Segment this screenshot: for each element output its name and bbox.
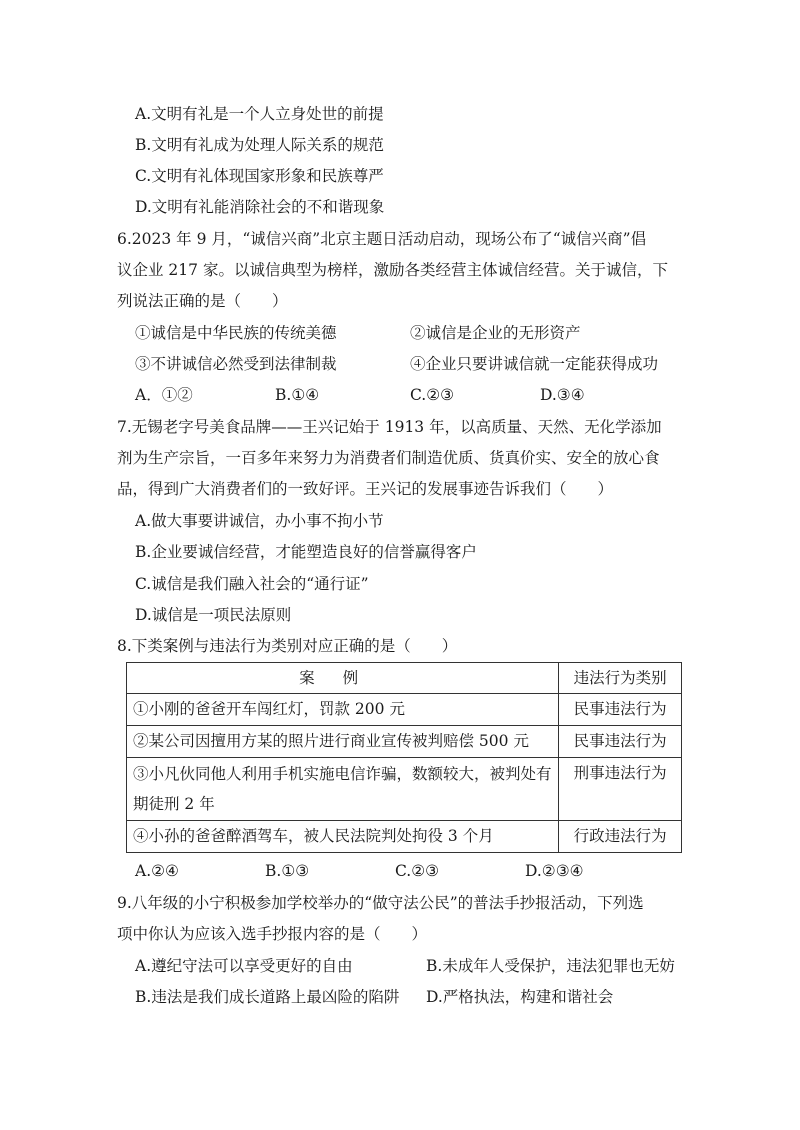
q6-stem-line-3: 列说法正确的是（ ） bbox=[117, 292, 288, 310]
q8-choice-a: A.②④ bbox=[135, 862, 179, 880]
q9-option-3: B.违法是我们成长道路上最凶险的陷阱 bbox=[135, 988, 400, 1006]
q8-choice-d: D.②③④ bbox=[525, 862, 584, 880]
q6-stem-line-2: 议企业 217 家。以诚信典型为榜样，激励各类经营主体诚信经营。关于诚信，下 bbox=[117, 261, 668, 279]
type-cell: 民事违法行为 bbox=[559, 726, 682, 758]
case-cell: ①小刚的爸爸开车闯红灯，罚款 200 元 bbox=[127, 694, 559, 726]
q6-statement-4: ④企业只要讲诚信就一定能获得成功 bbox=[410, 355, 659, 373]
type-cell: 刑事违法行为 bbox=[559, 758, 682, 821]
q7-stem-line-1: 7.无锡老字号美食品牌——王兴记始于 1913 年，以高质量、天然、无化学添加 bbox=[117, 418, 662, 436]
q9-stem-line-2: 项中你认为应该入选手抄报内容的是（ ） bbox=[117, 925, 428, 943]
q6-statement-3: ③不讲诚信必然受到法律制裁 bbox=[135, 355, 337, 373]
case-cell: ②某公司因擅用方某的照片进行商业宣传被判赔偿 500 元 bbox=[127, 726, 559, 758]
q6-statement-1: ①诚信是中华民族的传统美德 bbox=[135, 324, 337, 342]
q8-choice-c: C.②③ bbox=[395, 862, 440, 880]
q6-choice-b: B.①④ bbox=[275, 386, 320, 404]
q6-stem-line-1: 6.2023 年 9 月，“诚信兴商”北京主题日活动启动，现场公布了“诚信兴商”倡 bbox=[117, 230, 647, 248]
case-cell: ③小凡伙同他人利用手机实施电信诈骗，数额较大，被判处有期徒刑 2 年 bbox=[127, 758, 559, 821]
q9-option-4: D.严格执法，构建和谐社会 bbox=[426, 988, 614, 1006]
q7-stem-line-2: 剂为生产宗旨，一百多年来努力为消费者们制造优质、货真价实、安全的放心食 bbox=[117, 449, 660, 467]
table-row bbox=[127, 694, 682, 726]
q5-option-d: D.文明有礼能消除社会的不和谐现象 bbox=[135, 198, 385, 216]
table-row bbox=[127, 758, 682, 821]
q5-option-c: C.文明有礼体现国家形象和民族尊严 bbox=[135, 167, 384, 185]
table-header-type: 违法行为类别 bbox=[559, 663, 682, 694]
q8-stem: 8.下类案例与违法行为类别对应正确的是（ ） bbox=[117, 637, 458, 655]
case-cell: ④小孙的爸爸醉酒驾车，被人民法院判处拘役 3 个月 bbox=[127, 821, 559, 853]
q5-option-a: A.文明有礼是一个人立身处世的前提 bbox=[135, 105, 384, 123]
q6-statement-2: ②诚信是企业的无形资产 bbox=[410, 324, 581, 342]
q9-option-2: B.未成年人受保护，违法犯罪也无妨 bbox=[426, 957, 675, 975]
q6-choice-d: D.③④ bbox=[540, 386, 585, 404]
table-row bbox=[127, 821, 682, 853]
table-header-case: 案例 bbox=[127, 663, 559, 694]
q6-choice-a: A．①② bbox=[135, 386, 193, 404]
q6-choice-c: C.②③ bbox=[410, 386, 455, 404]
q7-option-c: C.诚信是我们融入社会的“通行证” bbox=[135, 575, 369, 593]
table-row bbox=[127, 726, 682, 758]
type-cell: 行政违法行为 bbox=[559, 821, 682, 853]
table-header-row bbox=[127, 663, 682, 694]
q9-stem-line-1: 9.八年级的小宁积极参加学校举办的“做守法公民”的普法手抄报活动，下列选 bbox=[117, 894, 644, 912]
q7-stem-line-3: 品，得到广大消费者们的一致好评。王兴记的发展事迹告诉我们（ ） bbox=[117, 480, 614, 498]
q7-option-a: A.做大事要讲诚信，办小事不拘小节 bbox=[135, 512, 384, 530]
type-cell: 民事违法行为 bbox=[559, 694, 682, 726]
q8-choice-b: B.①③ bbox=[265, 862, 310, 880]
q7-option-b: B.企业要诚信经营，才能塑造良好的信誉赢得客户 bbox=[135, 543, 477, 561]
q5-option-b: B.文明有礼成为处理人际关系的规范 bbox=[135, 136, 384, 154]
q7-option-d: D.诚信是一项民法原则 bbox=[135, 606, 292, 624]
q9-option-1: A.遵纪守法可以享受更好的自由 bbox=[135, 957, 353, 975]
q8-case-table bbox=[126, 662, 682, 853]
